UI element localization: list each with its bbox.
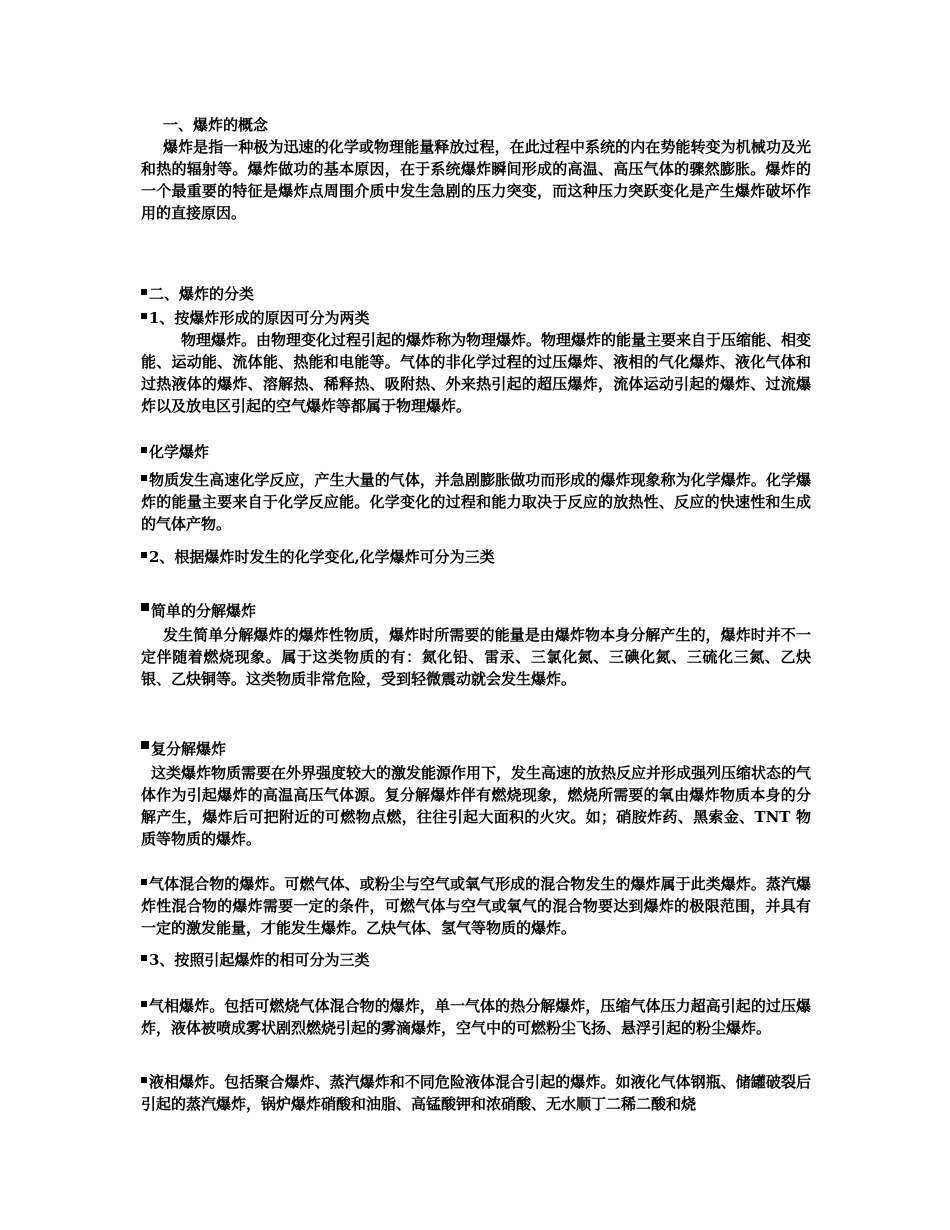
square-bullet-icon [141,1001,147,1007]
subheading-by-phase: 3、按照引起爆炸的相可分为三类 [141,949,811,971]
paragraph-simple-decomposition: 发生简单分解爆炸的爆炸性物质，爆炸时所需要的能量是由爆炸物本身分解产生的，爆炸时并不一定伴随着燃烧现象。属于这类物质的有：氮化铅、雷汞、三氯化氮、三碘化氮、三硫化三氮、乙炔银、乙炔铜等。这类物质非常危险，受到轻微震动就会发生爆炸。 [141,626,811,688]
paragraph-concept: 爆炸是指一种极为迅速的化学或物理能量释放过程，在此过程中系统的内在势能转变为机械功及光和热的辐射等。爆炸做功的基本原因，在于系统爆炸瞬间形成的高温、高压气体的骤然膨胀。爆炸的一个最重要的特征是爆炸点周围介质中发生急剧的压力突变，而这种压力突跃变化是产生爆炸破坏作用的直接原因。 [141,138,811,222]
subheading-by-chemical-change: 2、根据爆炸时发生的化学变化,化学爆炸可分为三类 [141,546,811,568]
square-bullet-icon [141,879,147,885]
square-bullet-icon [141,741,149,749]
subheading-simple-decomposition: 简单的分解爆炸 [141,600,811,622]
subheading-by-cause: 1、按爆炸形成的原因可分为两类 [141,307,811,329]
paragraph-gas-phase-explosion: 气相爆炸。包括可燃烧气体混合物的爆炸，单一气体的热分解爆炸，压缩气体压力超高引起的过压爆炸，液体被喷成雾状剧烈燃烧引起的雾滴爆炸，空气中的可燃粉尘飞扬、悬浮引起的粉尘爆炸。 [141,997,811,1037]
square-bullet-icon [141,955,147,961]
paragraph-gas-mixture-explosion: 气体混合物的爆炸。可燃气体、或粉尘与空气或氧气形成的混合物发生的爆炸属于此类爆炸。蒸汽爆炸性混合物的爆炸需要一定的条件，可燃气体与空气或氧气的混合物要达到爆炸的极限范围，并具有一定的激发能量，才能发生爆炸。乙炔气体、氢气等物质的爆炸。 [141,875,811,937]
subheading-complex-decomposition: 复分解爆炸 [141,738,811,760]
section-heading-classification: 二、爆炸的分类 [141,283,811,305]
square-bullet-icon [141,447,147,453]
square-bullet-icon [141,552,147,558]
square-bullet-icon [141,1077,147,1083]
paragraph-physical-explosion: 物理爆炸。由物理变化过程引起的爆炸称为物理爆炸。物理爆炸的能量主要来自于压缩能、相变能、运动能、流体能、热能和电能等。气体的非化学过程的过压爆炸、液相的气化爆炸、液化气体和过热液体的爆炸、溶解热、稀释热、吸附热、外来热引起的超压爆炸，流体运动引起的爆炸、过流爆炸以及放电区引起的空气爆炸等都属于物理爆炸。 [141,331,812,415]
paragraph-complex-decomposition: 这类爆炸物质需要在外界强度较大的激发能源作用下，发生高速的放热反应并形成强列压缩状态的气体作为引起爆炸的高温高压气体源。复分解爆炸伴有燃烧现象，燃烧所需要的氧由爆炸物质本身的分解产生，爆炸后可把附近的可燃物点燃，往往引起大面积的火灾。如；硝胺炸药、黑索金、TNT 物质等物质的爆炸。 [141,764,812,848]
square-bullet-icon [141,475,147,481]
square-bullet-icon [141,603,149,611]
subheading-chemical-explosion: 化学爆炸 [141,441,811,463]
section-heading-concept: 一、爆炸的概念 [163,116,269,134]
paragraph-liquid-phase-explosion: 液相爆炸。包括聚合爆炸、蒸汽爆炸和不同危险液体混合引起的爆炸。如液化气体钢瓶、储罐破裂后引起的蒸汽爆炸，锅炉爆炸硝酸和油脂、高锰酸钾和浓硝酸、无水顺丁二稀二酸和烧 [141,1073,811,1113]
square-bullet-icon [141,289,147,295]
square-bullet-icon [141,313,147,319]
paragraph-chemical-explosion: 物质发生高速化学反应，产生大量的气体，并急剧膨胀做功而形成的爆炸现象称为化学爆炸。化学爆炸的能量主要来自于化学反应能。化学变化的过程和能力取决于反应的放热性、反应的快速性和生成的气体产物。 [141,471,811,533]
